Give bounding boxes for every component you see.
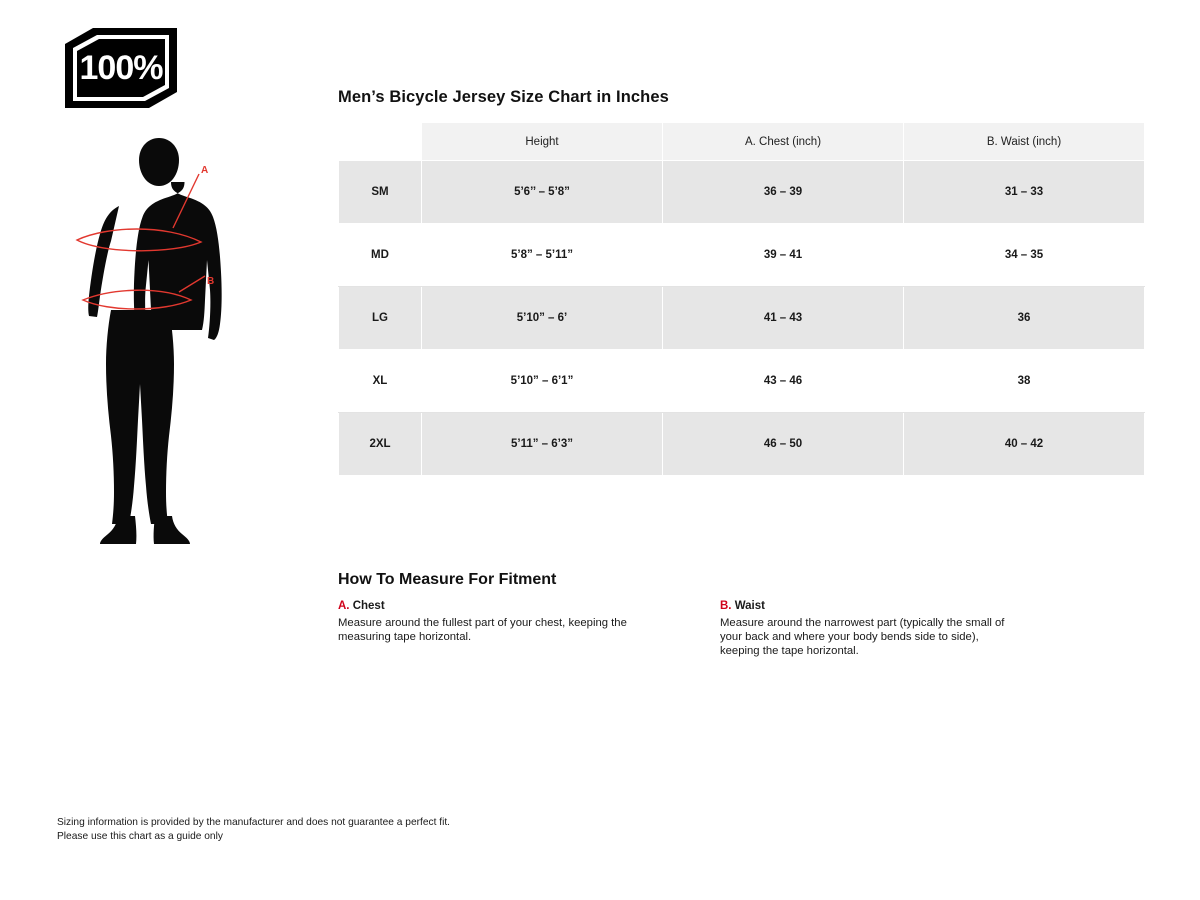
cell-size: XL [339, 350, 422, 413]
table-row [339, 161, 1145, 224]
cell-waist: 36 [904, 287, 1145, 350]
measure-heading [338, 599, 638, 613]
hexagon-badge-icon [59, 26, 183, 112]
body-measurement-figure [55, 128, 295, 558]
brand-logo [59, 26, 183, 112]
page-title: Men’s Bicycle Jersey Size Chart in Inches [338, 88, 669, 106]
table-row [339, 224, 1145, 287]
measure-heading [720, 599, 1020, 613]
disclaimer-line-2: Please use this chart as a guide only [57, 831, 223, 842]
cell-chest: 39 – 41 [663, 224, 904, 287]
column-header-waist: B. Waist (inch) [904, 123, 1145, 161]
figure-label-a: A [201, 165, 209, 176]
cell-height: 5’6’’ – 5’8” [422, 161, 663, 224]
cell-height: 5’11” – 6’3” [422, 413, 663, 476]
cell-height: 5’8” – 5’11” [422, 224, 663, 287]
disclaimer [57, 816, 450, 844]
cell-size: SM [339, 161, 422, 224]
table-row [339, 350, 1145, 413]
cell-chest: 41 – 43 [663, 287, 904, 350]
logo-text: 100% [79, 49, 163, 87]
howto-title: How To Measure For Fitment [338, 571, 557, 588]
figure-label-b: B [207, 276, 215, 287]
cell-chest: 46 – 50 [663, 413, 904, 476]
column-header-height: Height [422, 123, 663, 161]
size-chart-table [338, 122, 1145, 476]
table-header-row [339, 123, 1145, 161]
table-row [339, 287, 1145, 350]
measure-text-waist: Measure around the narrowest part (typically the small of your back and where your body bends side to side), keeping the tape horizontal. [720, 617, 1005, 658]
table-head [339, 123, 1145, 161]
cell-chest: 43 – 46 [663, 350, 904, 413]
cell-size: MD [339, 224, 422, 287]
measure-marker-a: A. [338, 600, 350, 612]
cell-chest: 36 – 39 [663, 161, 904, 224]
disclaimer-line-1: Sizing information is provided by the manufacturer and does not guarantee a perfect fit. [57, 817, 451, 828]
cell-waist: 31 – 33 [904, 161, 1145, 224]
measure-text-chest: Measure around the fullest part of your chest, keeping the measuring tape horizontal. [338, 617, 627, 644]
cell-waist: 40 – 42 [904, 413, 1145, 476]
column-header-size [339, 123, 422, 161]
cell-height: 5’10” – 6’ [422, 287, 663, 350]
measure-name-chest: Chest [352, 600, 385, 612]
cell-size: 2XL [339, 413, 422, 476]
male-silhouette-icon [88, 138, 221, 544]
column-header-chest: A. Chest (inch) [663, 123, 904, 161]
cell-waist: 34 – 35 [904, 224, 1145, 287]
table-row [339, 413, 1145, 476]
cell-waist: 38 [904, 350, 1145, 413]
table-body [339, 161, 1145, 476]
cell-height: 5’10” – 6’1” [422, 350, 663, 413]
cell-size: LG [339, 287, 422, 350]
measure-item-chest [338, 599, 638, 644]
measure-name-waist: Waist [734, 600, 765, 612]
measure-item-waist [720, 599, 1020, 659]
measure-marker-b: B. [720, 600, 732, 612]
